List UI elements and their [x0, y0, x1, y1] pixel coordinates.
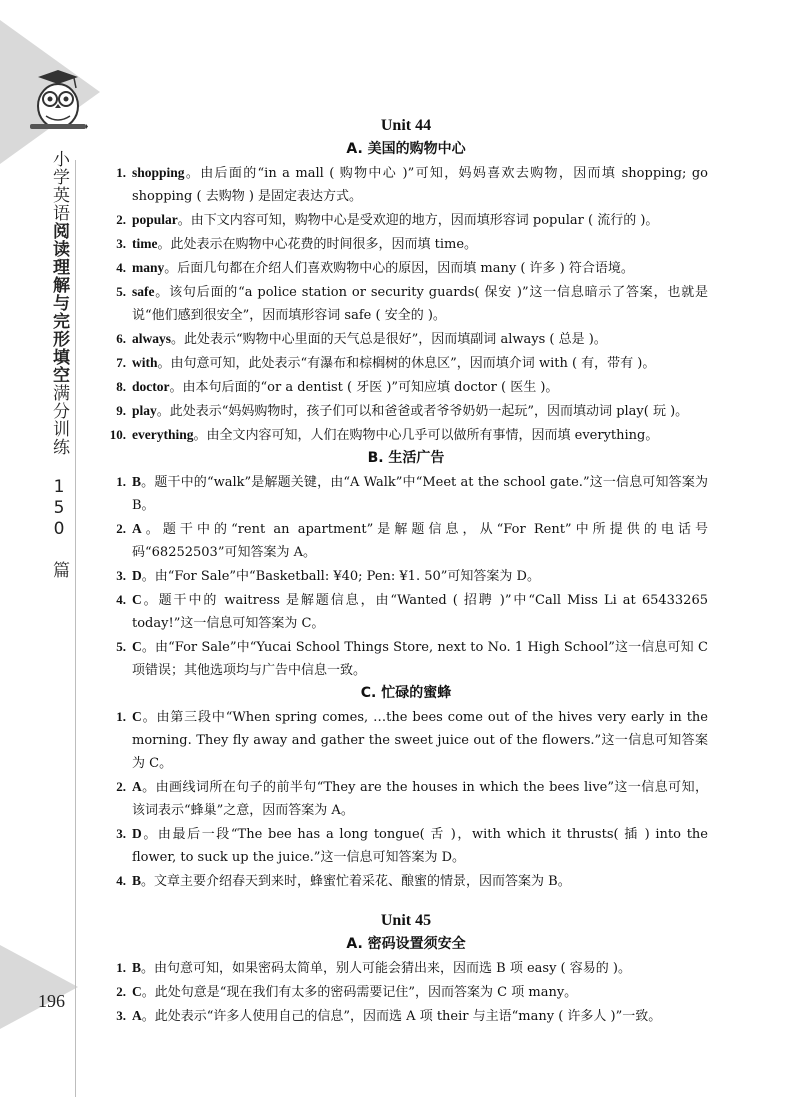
section-title: A. 美国的购物中心: [346, 141, 466, 157]
answer-item: [104, 635, 708, 682]
answer-key: with: [132, 355, 158, 370]
answer-item: [104, 588, 708, 635]
answer-item: [104, 208, 708, 232]
answer-explanation: 。由句意可知，如果密码太简单，别人可能会猜出来，因而选 B 项 easy ( 容易的 )。: [141, 961, 631, 976]
item-number: 8.: [116, 379, 126, 394]
answer-item: [104, 161, 708, 208]
item-number: 2.: [116, 779, 126, 794]
item-number: 5.: [116, 284, 126, 299]
book-title-prefix: 小学英语: [49, 150, 69, 222]
answer-item: [104, 1004, 708, 1028]
answer-key: C: [132, 709, 142, 724]
page-number: 196: [38, 991, 65, 1011]
answer-key: D: [132, 568, 142, 583]
answer-explanation: 。由后面的“in a mall ( 购物中心 )”可知，妈妈喜欢去购物，因而填 shopping; go shopping ( 去购物 ) 是固定表达方式。: [132, 166, 708, 204]
answer-item: [104, 232, 708, 256]
item-number: 4.: [116, 873, 126, 888]
unit-spacer: [104, 893, 708, 909]
answer-key: play: [132, 403, 157, 418]
answer-explanation: 。由句意可知，此处表示“有瀑布和棕榈树的休息区”，因而填介词 with ( 有，带有 )。: [157, 356, 656, 371]
item-number: 6.: [116, 331, 126, 346]
answer-explanation: 。此处表示“许多人使用自己的信息”，因而选 A 项 their 与主语“many ( 许多人 )”一致。: [141, 1009, 662, 1024]
answer-item: [104, 980, 708, 1004]
answer-explanation: 。由“For Sale”中“Yucai School Things Store, next to No. 1 High School”这一信息可知 C 项错误；其他选项均与广告中信息一致。: [132, 640, 708, 678]
answer-explanation: 。题干中的 waitress 是解题信息，由“Wanted ( 招聘 )”中“Call Miss Li at 65433265 today!”这一信息可知答案为 C。: [132, 593, 708, 631]
answer-explanation: 。由全文内容可知，人们在购物中心几乎可以做所有事情，因而填 everything。: [193, 428, 659, 443]
answer-key: B: [132, 474, 142, 489]
item-number: 3.: [116, 568, 126, 583]
item-number: 1.: [116, 709, 126, 724]
corner-tab-bottom: [0, 945, 78, 1029]
item-number: 5.: [116, 639, 126, 654]
answer-item: [104, 470, 708, 517]
answer-item: [104, 256, 708, 280]
answer-item: [104, 956, 708, 980]
answer-item: [104, 822, 708, 869]
answer-explanation: 。由“For Sale”中“Basketball: ¥40; Pen: ¥1. 50”可知答案为 D。: [141, 569, 540, 584]
answer-item: [104, 327, 708, 351]
answer-key: B: [132, 960, 142, 975]
answer-item: [104, 399, 708, 423]
book-title-suffix: 满分训练 150 篇: [49, 384, 69, 579]
answer-key: C: [132, 984, 142, 999]
answer-key: time: [132, 236, 158, 251]
answer-item: [104, 705, 708, 775]
answer-explanation: 。文章主要介绍春天到来时，蜂蜜忙着采花、酿蜜的情景，因而答案为 B。: [141, 874, 571, 889]
item-number: 2.: [116, 984, 126, 999]
answer-key: C: [132, 592, 142, 607]
answer-item: [104, 375, 708, 399]
item-number: 3.: [116, 1008, 126, 1023]
answer-explanation: 。由下文内容可知，购物中心是受欢迎的地方，因而填形容词 popular ( 流行的 )。: [177, 213, 659, 228]
unit-title: Unit 45: [380, 912, 432, 929]
answer-explanation: 。由画线词所在句子的前半句“They are the houses in which the bees live”这一信息可知，该词表示“蜂巢”之意，因而答案为 A。: [132, 780, 708, 818]
answer-key: shopping: [132, 165, 185, 180]
item-number: 4.: [116, 260, 126, 275]
item-number: 4.: [116, 592, 126, 607]
answer-key: doctor: [132, 379, 170, 394]
answer-key: everything: [132, 427, 194, 442]
unit-title: Unit 44: [380, 117, 432, 134]
answer-explanation: 。题干中的“rent an apartment”是解题信息，从“For Rent”中所提供的电话号码“68252503”可知答案为 A。: [132, 522, 708, 560]
item-number: 7.: [116, 355, 126, 370]
answer-key: A: [132, 521, 142, 536]
item-number: 10.: [109, 427, 126, 442]
section-title: A. 密码设置须安全: [346, 936, 466, 952]
item-number: 1.: [116, 165, 126, 180]
answer-key: safe: [132, 284, 155, 299]
answer-item: [104, 775, 708, 822]
item-number: 3.: [116, 826, 126, 841]
answer-explanation: 。题干中的“walk”是解题关键，由“A Walk”中“Meet at the school gate.”这一信息可知答案为 B。: [132, 475, 708, 513]
item-number: 1.: [116, 960, 126, 975]
answer-explanation: 。由第三段中“When spring comes, …the bees come out of the hives very early in the morning. They fly away and gather the sweet juice out of the flowers.”这一信息可知答案为 C。: [132, 710, 708, 771]
answer-item: [104, 517, 708, 564]
answer-explanation: 。后面几句都在介绍人们喜欢购物中心的原因，因而填 many ( 许多 ) 符合语境。: [164, 261, 634, 276]
answer-key: B: [132, 873, 142, 888]
answer-key-content: [104, 114, 708, 1028]
answer-explanation: 。此处表示“购物中心里面的天气总是很好”，因而填副词 always ( 总是 )。: [171, 332, 607, 347]
answer-explanation: 。此处表示“妈妈购物时，孩子们可以和爸爸或者爷爷奶奶一起玩”，因而填动词 play( 玩 )。: [156, 404, 689, 419]
item-number: 3.: [116, 236, 126, 251]
gutter-line: [75, 160, 76, 1097]
book-title-vertical: [46, 150, 72, 579]
item-number: 2.: [116, 521, 126, 536]
section-title: B. 生活广告: [367, 450, 445, 466]
answer-item: [104, 423, 708, 447]
item-number: 9.: [116, 403, 126, 418]
answer-explanation: 。由最后一段“The bee has a long tongue( 舌 )，with which it thrusts( 插 ) into the flower, to suck up the juice.”这一信息可知答案为 D。: [132, 827, 708, 865]
item-number: 1.: [116, 474, 126, 489]
answer-explanation: 。此处表示在购物中心花费的时间很多，因而填 time。: [157, 237, 478, 252]
answer-explanation: 。由本句后面的“or a dentist ( 牙医 )”可知应填 doctor ( 医生 )。: [169, 380, 559, 395]
answer-item: [104, 280, 708, 327]
answer-key: popular: [132, 212, 178, 227]
answer-explanation: 。此处句意是“现在我们有太多的密码需要记住”，因而答案为 C 项 many。: [141, 985, 578, 1000]
answer-key: many: [132, 260, 165, 275]
answer-item: [104, 351, 708, 375]
book-title-bold: 阅读理解与完形填空: [49, 222, 69, 384]
item-number: 2.: [116, 212, 126, 227]
answer-key: always: [132, 331, 172, 346]
answer-item: [104, 869, 708, 893]
section-title: C. 忙碌的蜜蜂: [360, 685, 452, 701]
answer-key: A: [132, 779, 142, 794]
answer-key: C: [132, 639, 142, 654]
answer-item: [104, 564, 708, 588]
answer-explanation: 。该句后面的“a police station or security guards( 保安 )”这一信息暗示了答案，也就是说“他们感到很安全”，因而填形容词 safe ( 安全的 )。: [132, 285, 708, 323]
answer-key: D: [132, 826, 142, 841]
owl-mascot-icon: [28, 68, 88, 134]
answer-key: A: [132, 1008, 142, 1023]
